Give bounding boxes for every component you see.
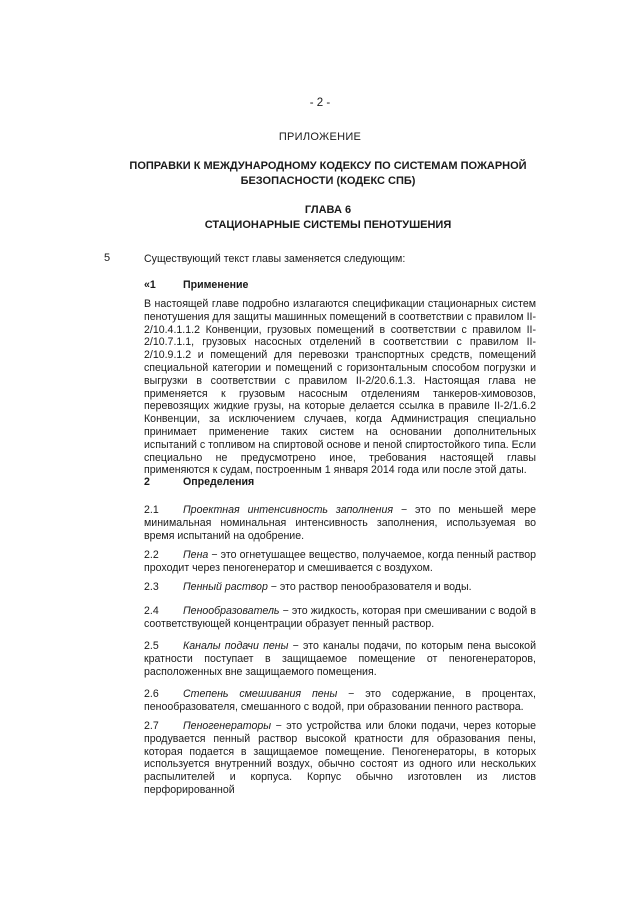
- definition-number: 2.1: [144, 504, 159, 516]
- section-2-number: 2: [144, 476, 150, 488]
- definition-text: − это устройства или блоки подачи, через которые продувается пенный раствор высокой кратности для образования пены, которая подается в защищаемое помещение. Пеногенераторы, в которых используется внутренний воздух, обычно состоят из одного или нескольких распылителей и корпуса. Корпус обычно изготовлен из листов перфорированной: [144, 720, 536, 796]
- definition-number: 2.7: [144, 720, 159, 732]
- definition-term: Пеногенераторы: [183, 720, 272, 732]
- document-title-line-2: БЕЗОПАСНОСТИ (КОДЕКС СПБ): [240, 174, 416, 187]
- definition-2-1: [144, 504, 536, 542]
- definition-2-6: [144, 688, 536, 714]
- definition-term: Пенный раствор: [183, 581, 268, 593]
- definition-term: Пенообразователь: [183, 605, 280, 617]
- definition-text: − это каналы подачи, по которым пена высокой кратности поступает в защищаемое помещение от пеногенераторов, расположенных вне защищаемого помещения.: [144, 640, 536, 678]
- section-2-heading: Определения: [183, 476, 255, 488]
- page-number: - 2 -: [309, 97, 331, 109]
- definition-number: 2.6: [144, 688, 159, 700]
- chapter-number: ГЛАВА 6: [304, 204, 352, 216]
- definition-text: − это раствор пенообразователя и воды.: [267, 581, 472, 593]
- definition-2-2: [144, 549, 536, 575]
- definition-text: − это по меньшей мере минимальная номинальная интенсивность заполнения, используемая во время испытаний на одобрение.: [144, 504, 537, 542]
- definition-term: Пена: [183, 549, 209, 561]
- section-1-body: В настоящей главе подробно излагаются спецификации стационарных систем пенотушения для защиты машинных помещений в соответствии с правилом II-2/10.4.1.1.2 Конвенции, грузовых помещений в соответствии с правилом II-2/10.7.1.1, грузовых насосных отделений в соответствии с правилом II-2/10.9.1.2 и помещений для перевозки транспортных средств, помещений специальной категории и помещений с горизонтальным способом погрузки и выгрузки в соответствии с правилом II-2/20.6.1.3. Настоящая глава не применяется к грузовым насосным отделениям танкеров-химовозов, перевозящих жидкие грузы, на которые делается ссылка в правиле II-2/1.6.2 Конвенции, за исключением случаев, когда Администрация специально принимает применение таких систем на основании дополнительных испытаний с топливом на спиртовой основе и пеной спиртостойкого типа. Если специально не предусмотрено иное, требования настоящей главы применяются к судам, построенным 1 января 2014 года или после этой даты.: [144, 298, 536, 477]
- definition-number: 2.3: [144, 581, 159, 593]
- definition-2-3: [144, 581, 536, 594]
- definition-text: − это жидкость, которая при смешивании с водой в соответствующей концентрации образует пенный раствор.: [144, 605, 536, 630]
- document-title: [128, 159, 528, 188]
- definition-text: − это содержание, в процентах, пенообразователя, смешанного с водой, при образовании пенного раствора.: [144, 688, 536, 713]
- document-title-line-1: ПОПРАВКИ К МЕЖДУНАРОДНОМУ КОДЕКСУ ПО СИСТЕМАМ ПОЖАРНОЙ: [129, 160, 527, 172]
- chapter-title: СТАЦИОНАРНЫЕ СИСТЕМЫ ПЕНОТУШЕНИЯ: [204, 218, 452, 231]
- definition-term: Степень смешивания пены: [183, 688, 338, 700]
- chapter-heading: [128, 203, 528, 232]
- intro-text: Существующий текст главы заменяется следующим:: [144, 253, 406, 265]
- section-1-heading: Применение: [183, 279, 249, 291]
- definition-number: 2.4: [144, 605, 159, 617]
- definition-term: Каналы подачи пены: [183, 640, 289, 652]
- definition-term: Проектная интенсивность заполнения: [183, 504, 394, 516]
- definition-number: 2.5: [144, 640, 159, 652]
- definition-number: 2.2: [144, 549, 159, 561]
- definition-2-4: [144, 605, 536, 631]
- margin-line-number: 5: [104, 252, 111, 264]
- definition-text: − это огнетушащее вещество, получаемое, когда пенный раствор проходит через пеногенератор и смешивается с воздухом.: [144, 549, 536, 574]
- definition-2-7: [144, 720, 536, 797]
- section-1-number: «1: [144, 279, 156, 291]
- appendix-label: ПРИЛОЖЕНИЕ: [278, 131, 362, 143]
- definition-2-5: [144, 640, 536, 678]
